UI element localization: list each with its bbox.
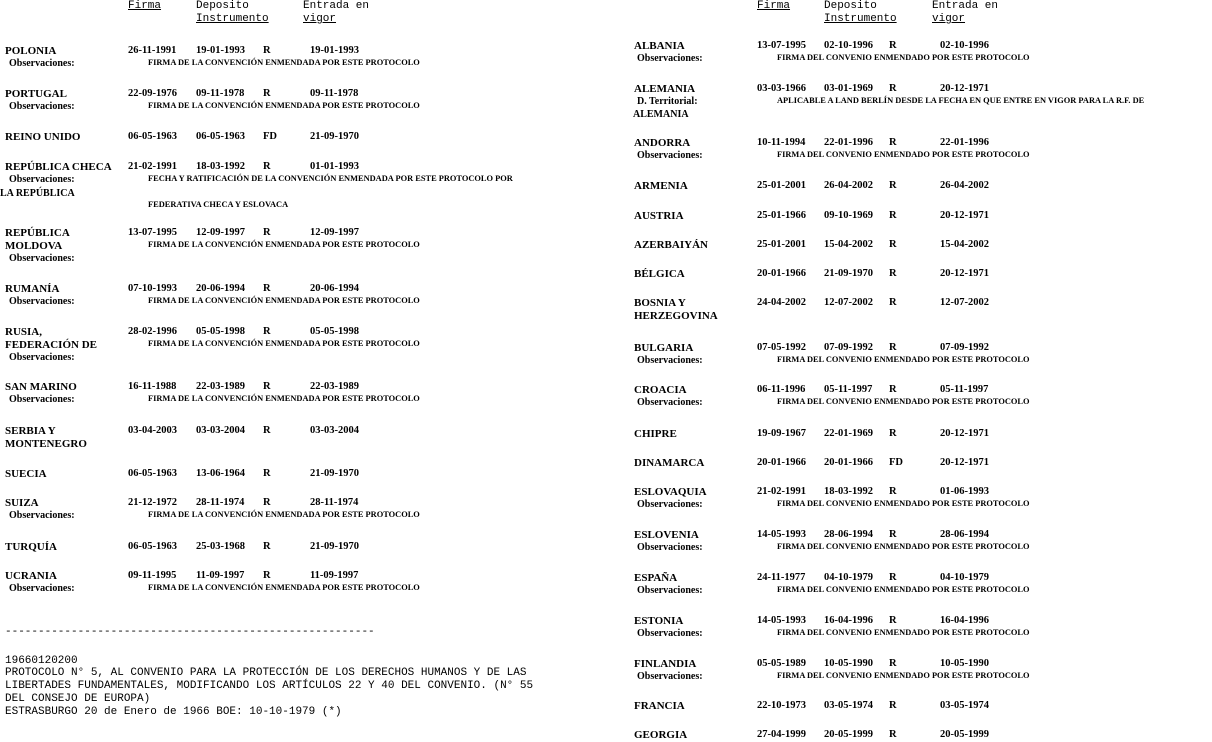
observation-note: FEDERATIVA CHECA Y ESLOVACA — [148, 200, 289, 209]
vigor-date: 12-07-2002 — [940, 297, 989, 308]
country-name: BULGARIA — [634, 342, 694, 354]
observaciones-label: Observaciones: — [637, 671, 703, 682]
observation-note: FIRMA DE LA CONVENCIÓN ENMENDADA POR ESTE PROTOCOLO — [148, 510, 420, 519]
protocol-title-line: PROTOCOLO N° 5, AL CONVENIO PARA LA PROTECCIÓN DE LOS DERECHOS HUMANOS Y DE LAS — [5, 667, 527, 679]
observaciones-label: Observaciones: — [637, 150, 703, 161]
observaciones-label: Observaciones: — [637, 355, 703, 366]
vigor-date: 21-09-1970 — [310, 468, 359, 479]
firma-date: 05-05-1989 — [757, 658, 806, 669]
instrument-code: R — [889, 210, 897, 221]
separator-line: -------------------------------------------------------- — [5, 626, 375, 638]
firma-date: 14-05-1993 — [757, 529, 806, 540]
deposito-date: 11-09-1997 — [196, 570, 245, 581]
vigor-date: 10-05-1990 — [940, 658, 989, 669]
observation-note: FIRMA DE LA CONVENCIÓN ENMENDADA POR ESTE PROTOCOLO — [148, 583, 420, 592]
country-name: ESLOVENIA — [634, 529, 699, 541]
instrument-code: R — [889, 729, 897, 740]
country-name: FEDERACIÓN DE — [5, 339, 97, 351]
vigor-date: 22-01-1996 — [940, 137, 989, 148]
instrument-code: R — [263, 468, 271, 479]
firma-date: 19-09-1967 — [757, 428, 806, 439]
instrument-code: R — [889, 700, 897, 711]
firma-date: 25-01-2001 — [757, 239, 806, 250]
firma-date: 03-03-1966 — [757, 83, 806, 94]
country-name: SERBIA Y — [5, 425, 56, 437]
vigor-date: 12-09-1997 — [310, 227, 359, 238]
observaciones-label: Observaciones: — [9, 510, 75, 521]
country-name: MOLDOVA — [5, 240, 63, 252]
vigor-date: 05-11-1997 — [940, 384, 989, 395]
vigor-date: 03-03-2004 — [310, 425, 359, 436]
country-name: DINAMARCA — [634, 457, 705, 469]
vigor-date: 28-11-1974 — [310, 497, 359, 508]
instrument-code: R — [889, 239, 897, 250]
deposito-date: 07-09-1992 — [824, 342, 873, 353]
firma-date: 22-10-1973 — [757, 700, 806, 711]
instrument-code: R — [889, 342, 897, 353]
observaciones-label: Observaciones: — [637, 585, 703, 596]
vigor-date: 28-06-1994 — [940, 529, 989, 540]
observaciones-label: Observaciones: — [637, 499, 703, 510]
observation-note: FIRMA DEL CONVENIO ENMENDADO POR ESTE PROTOCOLO — [777, 355, 1030, 364]
deposito-date: 22-03-1989 — [196, 381, 245, 392]
deposito-date: 03-03-2004 — [196, 425, 245, 436]
instrument-code: R — [263, 88, 271, 99]
vigor-date: 03-05-1974 — [940, 700, 989, 711]
observation-note: FIRMA DEL CONVENIO ENMENDADO POR ESTE PROTOCOLO — [777, 499, 1030, 508]
observation-note: FIRMA DEL CONVENIO ENMENDADO POR ESTE PROTOCOLO — [777, 542, 1030, 551]
observation-note: FIRMA DEL CONVENIO ENMENDADO POR ESTE PROTOCOLO — [777, 628, 1030, 637]
protocol-code: 19660120200 — [5, 655, 78, 667]
country-name: ANDORRA — [634, 137, 691, 149]
vigor-date: 02-10-1996 — [940, 40, 989, 51]
header-deposito: Deposito — [824, 0, 877, 12]
observation-note: FIRMA DE LA CONVENCIÓN ENMENDADA POR ESTE PROTOCOLO — [148, 339, 420, 348]
vigor-date: 16-04-1996 — [940, 615, 989, 626]
instrument-code: R — [263, 425, 271, 436]
deposito-date: 09-10-1969 — [824, 210, 873, 221]
deposito-date: 15-04-2002 — [824, 239, 873, 250]
protocol-title-line: LIBERTADES FUNDAMENTALES, MODIFICANDO LOS ARTÍCULOS 22 Y 40 DEL CONVENIO. (N° 55 — [5, 680, 534, 692]
instrument-code: R — [889, 486, 897, 497]
firma-date: 26-11-1991 — [128, 45, 177, 56]
deposito-date: 03-05-1974 — [824, 700, 873, 711]
firma-date: 13-07-1995 — [757, 40, 806, 51]
observaciones-label: Observaciones: — [9, 352, 75, 363]
country-name: RUMANÍA — [5, 283, 60, 295]
deposito-date: 19-01-1993 — [196, 45, 245, 56]
observaciones-label: Observaciones: — [9, 394, 75, 405]
deposito-date: 25-03-1968 — [196, 541, 245, 552]
vigor-date: 20-06-1994 — [310, 283, 359, 294]
firma-date: 06-05-1963 — [128, 541, 177, 552]
header-instrumento: Instrumento — [196, 13, 269, 25]
observaciones-label: Observaciones: — [9, 58, 75, 69]
country-name: SUIZA — [5, 497, 39, 509]
firma-date: 06-11-1996 — [757, 384, 806, 395]
instrument-code: R — [263, 227, 271, 238]
observation-note: FIRMA DEL CONVENIO ENMENDADO POR ESTE PROTOCOLO — [777, 397, 1030, 406]
country-name: GEORGIA — [634, 729, 688, 741]
observaciones-label: Observaciones: — [637, 397, 703, 408]
instrument-code: FD — [263, 131, 277, 142]
deposito-date: 20-06-1994 — [196, 283, 245, 294]
instrument-code: R — [263, 45, 271, 56]
instrument-code: R — [889, 572, 897, 583]
deposito-date: 02-10-1996 — [824, 40, 873, 51]
vigor-date: 01-01-1993 — [310, 161, 359, 172]
firma-date: 24-11-1977 — [757, 572, 806, 583]
observaciones-label: Observaciones: — [9, 583, 75, 594]
country-name: HERZEGOVINA — [634, 310, 718, 322]
firma-date: 25-01-1966 — [757, 210, 806, 221]
header-firma: Firma — [757, 0, 791, 12]
instrument-code: R — [263, 283, 271, 294]
header-firma: Firma — [128, 0, 162, 12]
firma-date: 09-11-1995 — [128, 570, 177, 581]
deposito-date: 03-01-1969 — [824, 83, 873, 94]
country-name: PORTUGAL — [5, 88, 67, 100]
firma-date: 20-01-1966 — [757, 268, 806, 279]
observation-note: FIRMA DE LA CONVENCIÓN ENMENDADA POR ESTE PROTOCOLO — [148, 240, 420, 249]
observation-note: FIRMA DE LA CONVENCIÓN ENMENDADA POR ESTE PROTOCOLO — [148, 58, 420, 67]
deposito-date: 12-09-1997 — [196, 227, 245, 238]
deposito-date: 26-04-2002 — [824, 180, 873, 191]
deposito-date: 20-05-1999 — [824, 729, 873, 740]
country-name: ESTONIA — [634, 615, 684, 627]
deposito-date: 04-10-1979 — [824, 572, 873, 583]
deposito-date: 28-06-1994 — [824, 529, 873, 540]
observation-note: FIRMA DEL CONVENIO ENMENDADO POR ESTE PROTOCOLO — [777, 671, 1030, 680]
firma-date: 07-10-1993 — [128, 283, 177, 294]
firma-date: 21-02-1991 — [757, 486, 806, 497]
country-name: ESPAÑA — [634, 572, 678, 584]
country-name: ARMENIA — [634, 180, 688, 192]
vigor-date: 21-09-1970 — [310, 131, 359, 142]
observaciones-label: Observaciones: — [637, 628, 703, 639]
header-deposito: Deposito — [196, 0, 249, 12]
header-entrada: Entrada en — [932, 0, 999, 12]
instrument-code: R — [889, 40, 897, 51]
vigor-date: 15-04-2002 — [940, 239, 989, 250]
country-name: BÉLGICA — [634, 268, 685, 280]
firma-date: 07-05-1992 — [757, 342, 806, 353]
firma-date: 21-12-1972 — [128, 497, 177, 508]
vigor-date: 20-12-1971 — [940, 268, 989, 279]
firma-date: 20-01-1966 — [757, 457, 806, 468]
instrument-code: R — [889, 428, 897, 439]
observaciones-label: Observaciones: — [637, 542, 703, 553]
header-vigor: vigor — [932, 13, 966, 25]
firma-date: 22-09-1976 — [128, 88, 177, 99]
observation-note: FIRMA DE LA CONVENCIÓN ENMENDADA POR ESTE PROTOCOLO — [148, 296, 420, 305]
firma-date: 14-05-1993 — [757, 615, 806, 626]
vigor-date: 20-12-1971 — [940, 428, 989, 439]
firma-date: 21-02-1991 — [128, 161, 177, 172]
firma-date: 10-11-1994 — [757, 137, 806, 148]
vigor-date: 20-12-1971 — [940, 457, 989, 468]
firma-date: 06-05-1963 — [128, 131, 177, 142]
observation-note: FIRMA DEL CONVENIO ENMENDADO POR ESTE PROTOCOLO — [777, 150, 1030, 159]
deposito-date: 09-11-1978 — [196, 88, 245, 99]
observation-note: FECHA Y RATIFICACIÓN DE LA CONVENCIÓN ENMENDADA POR ESTE PROTOCOLO POR — [148, 174, 513, 183]
instrument-code: R — [889, 615, 897, 626]
instrument-code: R — [889, 658, 897, 669]
country-name: FINLANDIA — [634, 658, 697, 670]
country-name: ESLOVAQUIA — [634, 486, 707, 498]
deposito-date: 05-11-1997 — [824, 384, 873, 395]
vigor-date: 20-12-1971 — [940, 210, 989, 221]
instrument-code: R — [263, 497, 271, 508]
header-instrumento: Instrumento — [824, 13, 897, 25]
instrument-code: R — [889, 297, 897, 308]
observation-note: FIRMA DEL CONVENIO ENMENDADO POR ESTE PROTOCOLO — [777, 585, 1030, 594]
deposito-date: 05-05-1998 — [196, 326, 245, 337]
instrument-code: R — [263, 570, 271, 581]
instrument-code: R — [263, 541, 271, 552]
deposito-date: 22-01-1996 — [824, 137, 873, 148]
vigor-date: 04-10-1979 — [940, 572, 989, 583]
deposito-date: 18-03-1992 — [824, 486, 873, 497]
instrument-code: FD — [889, 457, 903, 468]
instrument-code: R — [889, 268, 897, 279]
deposito-date: 12-07-2002 — [824, 297, 873, 308]
observation-note: APLICABLE A LAND BERLÍN DESDE LA FECHA EN QUE ENTRE EN VIGOR PARA LA R.F. DE — [777, 96, 1145, 105]
observaciones-label: Observaciones: — [9, 253, 75, 264]
vigor-date: 05-05-1998 — [310, 326, 359, 337]
deposito-date: 22-01-1969 — [824, 428, 873, 439]
header-vigor: vigor — [303, 13, 337, 25]
deposito-date: 28-11-1974 — [196, 497, 245, 508]
instrument-code: R — [889, 83, 897, 94]
vigor-date: 11-09-1997 — [310, 570, 359, 581]
instrument-code: R — [263, 381, 271, 392]
observaciones-label: Observaciones: — [9, 101, 75, 112]
country-name: AZERBAIYÁN — [634, 239, 708, 251]
firma-date: 16-11-1988 — [128, 381, 177, 392]
country-name: RUSIA, — [5, 326, 42, 338]
header-entrada: Entrada en — [303, 0, 370, 12]
observation-note: FIRMA DE LA CONVENCIÓN ENMENDADA POR ESTE PROTOCOLO — [148, 101, 420, 110]
deposito-date: 13-06-1964 — [196, 468, 245, 479]
vigor-date: 22-03-1989 — [310, 381, 359, 392]
firma-date: 13-07-1995 — [128, 227, 177, 238]
country-name: REINO UNIDO — [5, 131, 81, 143]
firma-date: 28-02-1996 — [128, 326, 177, 337]
deposito-date: 20-01-1966 — [824, 457, 873, 468]
country-name: AUSTRIA — [634, 210, 684, 222]
vigor-date: 26-04-2002 — [940, 180, 989, 191]
country-name: ALBANIA — [634, 40, 685, 52]
observation-note: LA REPÚBLICA — [0, 188, 75, 199]
observaciones-label: Observaciones: — [9, 174, 75, 185]
country-name: FRANCIA — [634, 700, 685, 712]
firma-date: 24-04-2002 — [757, 297, 806, 308]
observaciones-label: Observaciones: — [637, 53, 703, 64]
deposito-date: 06-05-1963 — [196, 131, 245, 142]
country-name: POLONIA — [5, 45, 57, 57]
country-name: SAN MARINO — [5, 381, 77, 393]
instrument-code: R — [889, 137, 897, 148]
deposito-date: 10-05-1990 — [824, 658, 873, 669]
country-name: CROACIA — [634, 384, 687, 396]
deposito-date: 21-09-1970 — [824, 268, 873, 279]
country-name: REPÚBLICA CHECA — [5, 161, 112, 173]
firma-date: 27-04-1999 — [757, 729, 806, 740]
firma-date: 03-04-2003 — [128, 425, 177, 436]
observation-note: FIRMA DE LA CONVENCIÓN ENMENDADA POR ESTE PROTOCOLO — [148, 394, 420, 403]
vigor-date: 20-12-1971 — [940, 83, 989, 94]
country-name: CHIPRE — [634, 428, 677, 440]
country-name: MONTENEGRO — [5, 438, 87, 450]
vigor-date: 21-09-1970 — [310, 541, 359, 552]
country-name: REPÚBLICA — [5, 227, 70, 239]
vigor-date: 07-09-1992 — [940, 342, 989, 353]
protocol-title-line: DEL CONSEJO DE EUROPA) — [5, 693, 151, 705]
observaciones-label: Observaciones: — [9, 296, 75, 307]
country-name: ALEMANIA — [634, 83, 696, 95]
deposito-date: 18-03-1992 — [196, 161, 245, 172]
instrument-code: R — [263, 326, 271, 337]
firma-date: 06-05-1963 — [128, 468, 177, 479]
instrument-code: R — [889, 529, 897, 540]
country-name: TURQUÍA — [5, 541, 57, 553]
vigor-date: 01-06-1993 — [940, 486, 989, 497]
instrument-code: R — [889, 384, 897, 395]
observaciones-label: D. Territorial: — [637, 96, 698, 107]
country-name: SUECIA — [5, 468, 47, 480]
protocol-place-date: ESTRASBURGO 20 de Enero de 1966 BOE: 10-10-1979 (*) — [5, 706, 342, 718]
observation-note: FIRMA DEL CONVENIO ENMENDADO POR ESTE PROTOCOLO — [777, 53, 1030, 62]
vigor-date: 19-01-1993 — [310, 45, 359, 56]
country-name: UCRANIA — [5, 570, 57, 582]
territorial-label: ALEMANIA — [633, 109, 689, 120]
vigor-date: 09-11-1978 — [310, 88, 359, 99]
deposito-date: 16-04-1996 — [824, 615, 873, 626]
country-name: BOSNIA Y — [634, 297, 686, 309]
firma-date: 25-01-2001 — [757, 180, 806, 191]
instrument-code: R — [889, 180, 897, 191]
vigor-date: 20-05-1999 — [940, 729, 989, 740]
instrument-code: R — [263, 161, 271, 172]
